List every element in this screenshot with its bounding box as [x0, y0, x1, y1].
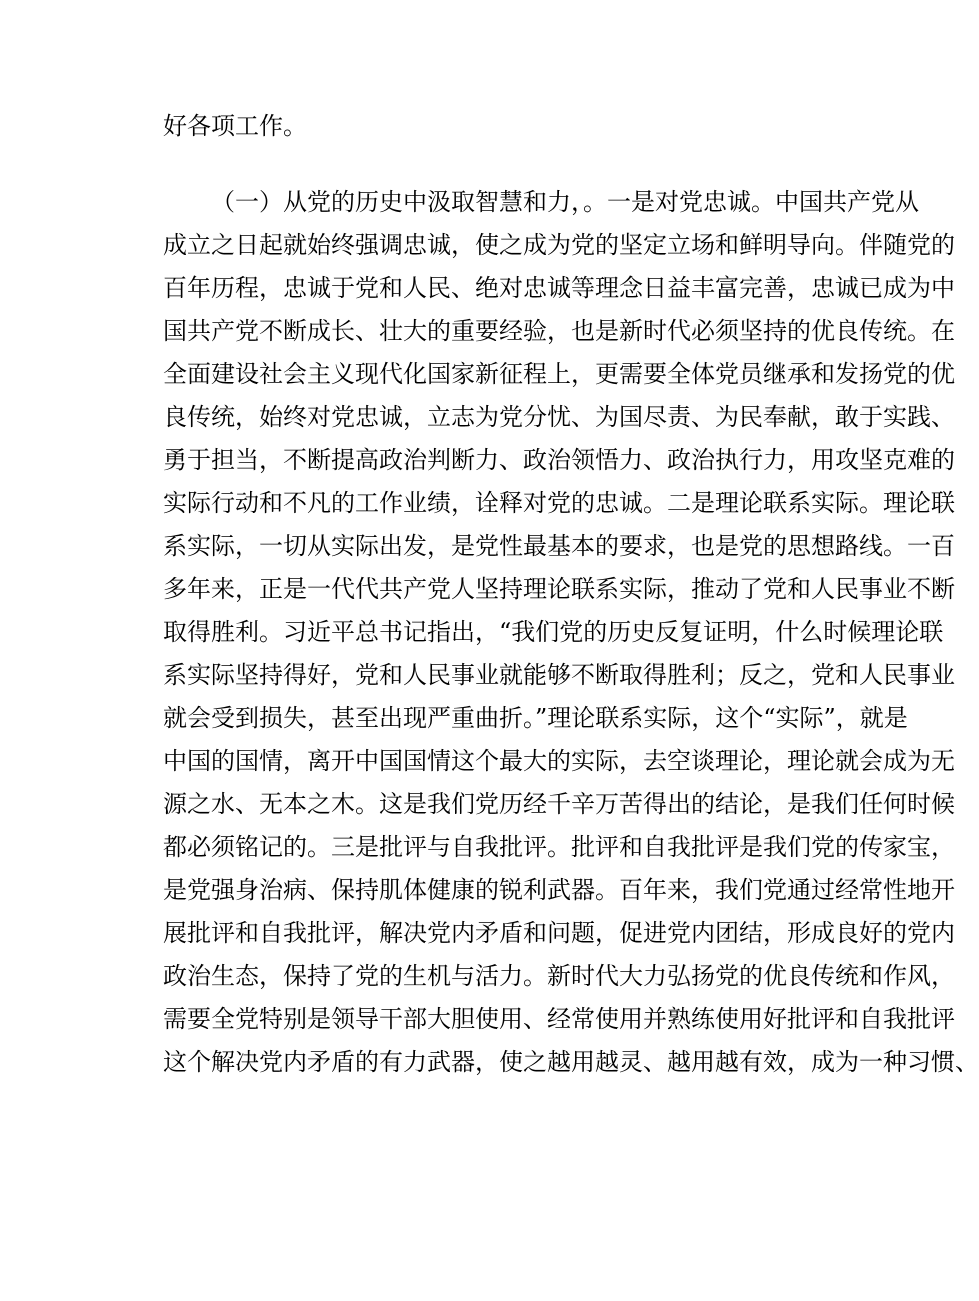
text-line-16: 源之水、无本之木。这是我们党历经千辛万苦得出的结论，是我们任何时候 — [163, 790, 955, 818]
text-line-20: 政治生态，保持了党的生机与活力。新时代大力弘扬党的优良传统和作风， — [163, 962, 955, 990]
text-line-21: 需要全党特别是领导干部大胆使用、经常使用并熟练使用好批评和自我批评 — [163, 1005, 955, 1033]
text-line-14: 就会受到损失，甚至出现严重曲折。”理论联系实际，这个“实际”，就是 — [163, 704, 908, 732]
text-line-15: 中国的国情，离开中国国情这个最大的实际，去空谈理论，理论就会成为无 — [163, 747, 955, 775]
text-line-3: 成立之日起就始终强调忠诚，使之成为党的坚定立场和鲜明导向。伴随党的 — [163, 231, 955, 259]
text-line-13: 系实际坚持得好，党和人民事业就能够不断取得胜利；反之，党和人民事业 — [163, 661, 955, 689]
text-line-2: （一）从党的历史中汲取智慧和力，。一是对党忠诚。中国共产党从 — [211, 188, 919, 216]
text-line-19: 展批评和自我批评，解决党内矛盾和问题，促进党内团结，形成良好的党内 — [163, 919, 955, 947]
text-line-4: 百年历程，忠诚于党和人民、绝对忠诚等理念日益丰富完善，忠诚已成为中 — [163, 274, 955, 302]
text-line-7: 良传统，始终对党忠诚，立志为党分忧、为国尽责、为民奉献，敢于实践、 — [163, 403, 955, 431]
text-line-5: 国共产党不断成长、壮大的重要经验，也是新时代必须坚持的优良传统。在 — [163, 317, 955, 345]
text-line-12: 取得胜利。习近平总书记指出，“我们党的历史反复证明，什么时候理论联 — [163, 618, 944, 646]
text-line-22: 这个解决党内矛盾的有力武器，使之越用越灵、越用越有效，成为一种习惯、 — [163, 1048, 979, 1076]
text-line-9: 实际行动和不凡的工作业绩，诠释对党的忠诚。二是理论联系实际。理论联 — [163, 489, 955, 517]
text-line-8: 勇于担当，不断提高政治判断力、政治领悟力、政治执行力，用攻坚克难的 — [163, 446, 955, 474]
text-line-10: 系实际，一切从实际出发，是党性最基本的要求，也是党的思想路线。一百 — [163, 532, 955, 560]
text-line-1: 好各项工作。 — [163, 112, 307, 140]
text-line-6: 全面建设社会主义现代化国家新征程上，更需要全体党员继承和发扬党的优 — [163, 360, 955, 388]
text-line-11: 多年来，正是一代代共产党人坚持理论联系实际，推动了党和人民事业不断 — [163, 575, 955, 603]
text-line-17: 都必须铭记的。三是批评与自我批评。批评和自我批评是我们党的传家宝， — [163, 833, 955, 861]
text-line-18: 是党强身治病、保持肌体健康的锐利武器。百年来，我们党通过经常性地开 — [163, 876, 955, 904]
